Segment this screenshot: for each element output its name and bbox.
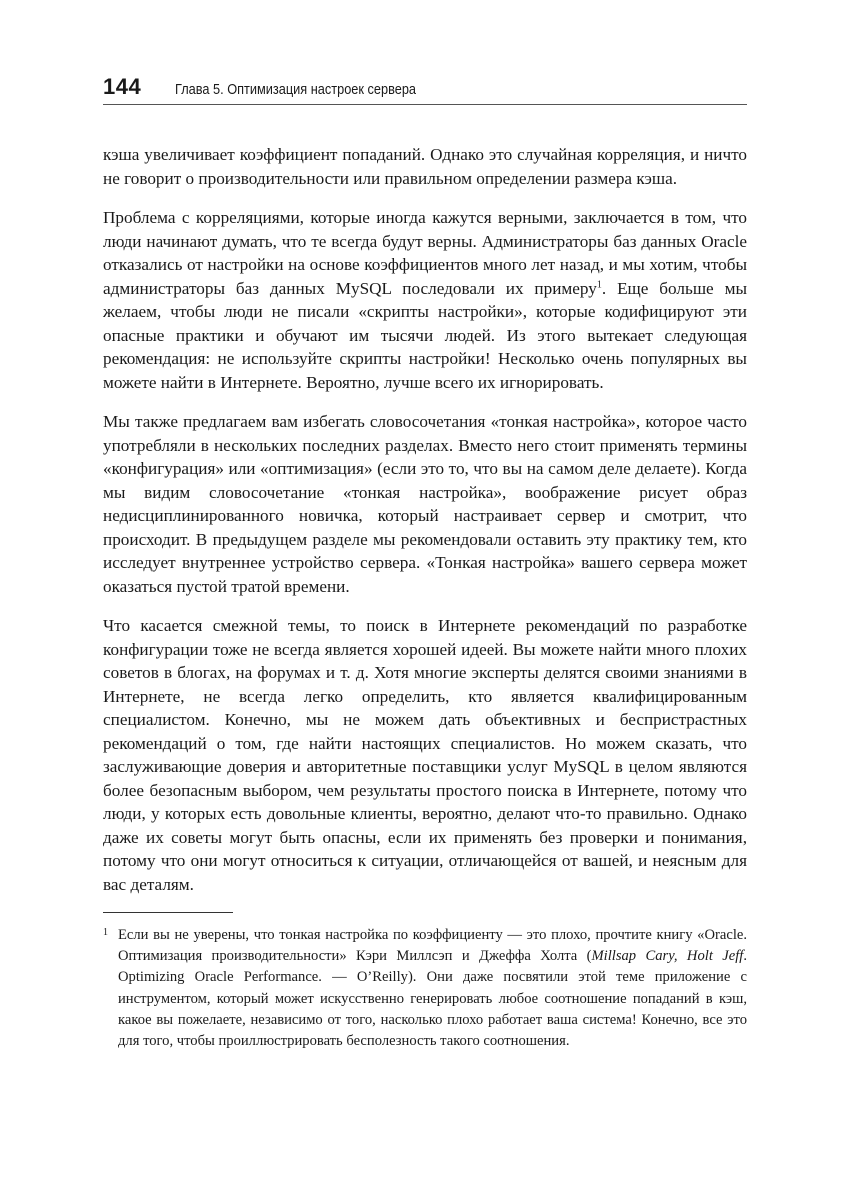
book-page [103, 74, 747, 1052]
paragraph-1-text: кэша увеличивает коэффициент попаданий. Однако это случайная корреляция, и ничто не говорит о производительности или правильном определении размера кэша. [103, 145, 747, 188]
footnote-authors-italic: Millsap Cary, Holt Jeff [591, 948, 744, 965]
footnote [103, 925, 747, 1052]
paragraph-4 [103, 614, 747, 896]
paragraph-1 [103, 143, 747, 190]
footnote-divider [103, 912, 233, 913]
running-head [103, 74, 747, 105]
footnote-text [118, 925, 747, 1052]
footnote-text-start: Если вы не уверены, что тонкая настройка по коэффициенту — это плохо, прочтите книгу «Oracle. Оптимизация производительности» Кэри Миллсэп и Джеффа Холта ( [118, 927, 747, 965]
body-text [103, 143, 747, 896]
paragraph-3-text: Мы также предлагаем вам избегать словосочетания «тонкая настройка», которое часто употребляли в нескольких последних разделах. Вместо него стоит применять термины «конфигурация» или «оптимизация» (если это то, что вы на самом деле делаете). Когда мы видим словосочетание «тонкая настройка», воображение рисует образ недисциплинированного новичка, который настраивает сервер и смотрит, что происходит. В предыдущем разделе мы рекомендовали оставить эту практику тем, кто исследует внутреннее устройство сервера. «Тонкая настройка» вашего сервера может оказаться пустой тратой времени. [103, 412, 747, 596]
paragraph-2-text-end: . Еще больше мы желаем, чтобы люди не писали «скрипты настройки», которые кодифицируют эти опасные практики и обучают им тысячи людей. Из этого вытекает следующая рекомендация: не используйте скрипты настройки! Несколько очень популярных вы можете найти в Интернете. Вероятно, лучше всего их игнорировать. [103, 278, 747, 392]
footnote-reference[interactable]: 1 [596, 278, 602, 290]
paragraph-3 [103, 410, 747, 598]
paragraph-2 [103, 206, 747, 394]
paragraph-2-text-start: Проблема с корреляциями, которые иногда кажутся верными, заключается в том, что люди начинают думать, что те всегда будут верны. Администраторы баз данных Oracle отказались от настройки на основе коэффициентов много лет назад, и мы хотим, чтобы администраторы баз данных MySQL последовали их примеру [103, 208, 747, 298]
page-number: 144 [103, 74, 142, 99]
footnote-text-end: . Optimizing Oracle Performance. — O’Reilly). Они даже посвятили этой теме приложение с инструментом, который может искусственно генерировать любое соотношение попаданий в кэш, какое вы пожелаете, независимо от того, насколько плохо работает ваша система! Конечно, все это для того, чтобы проиллюстрировать бесполезность такого соотношения. [118, 948, 747, 1050]
paragraph-4-text: Что касается смежной темы, то поиск в Интернете рекомендаций по разработке конфигурации тоже не всегда является хорошей идеей. Вы можете найти много плохих советов в блогах, на форумах и т. д. Хотя многие эксперты делятся своими знаниями в Интернете, не всегда легко определить, кто является квалифицированным специалистом. Конечно, мы не можем дать объективных и беспристрастных рекомендаций о том, где найти настоящих специалистов. Но можем сказать, что заслуживающие доверия и авторитетные поставщики услуг MySQL в целом являются более безопасным выбором, чем результаты простого поиска в Интернете, потому что люди, у которых есть довольные клиенты, вероятно, делают что-то правильно. Однако даже их советы могут быть опасны, если их применять без проверки и понимания, потому что они могут относиться к ситуации, отличающейся от вашей, и неясным для вас деталям. [103, 616, 747, 894]
footnote-mark: 1 [103, 927, 108, 938]
chapter-title: Глава 5. Оптимизация настроек сервера [175, 82, 417, 98]
